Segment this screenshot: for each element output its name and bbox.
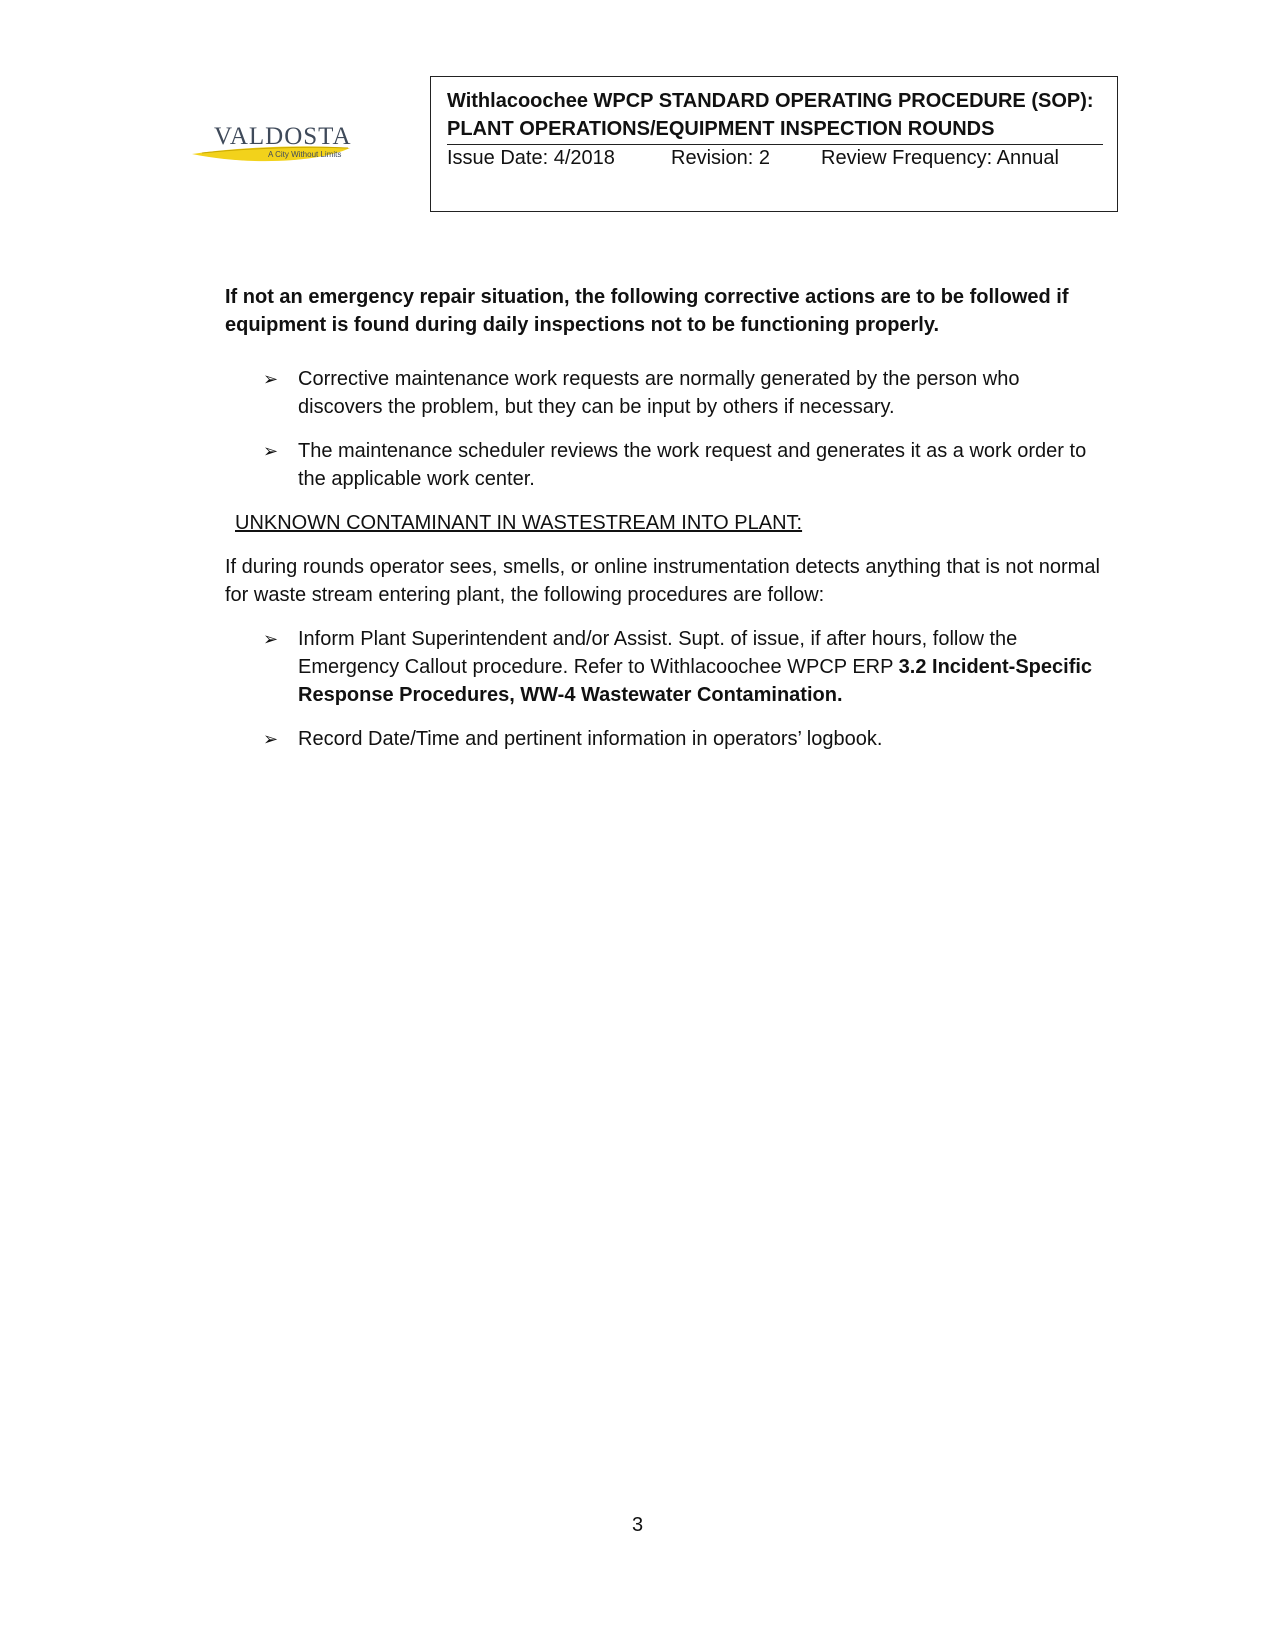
section-paragraph: If during rounds operator sees, smells, or online instrumentation detects anything that is not normal for waste stream entering plant, the following procedures are follow: [225,556,1100,606]
arrowhead-bullet-icon: ➢ [263,441,279,461]
list-item [225,725,1105,753]
logo-wordmark: VALDOSTA [214,123,352,150]
sop-title-line-1: Withlacoochee WPCP STANDARD OPERATING PROCEDURE (SOP): [447,90,1094,112]
page-number: 3 [631,1514,644,1536]
list-item-text: The maintenance scheduler reviews the work request and generates it as a work order to the applicable work center. [298,440,1087,490]
document-body [225,283,1105,769]
contaminant-procedure-list [225,625,1105,753]
section-heading: UNKNOWN CONTAMINANT IN WASTESTREAM INTO PLANT: [235,512,803,534]
intro-paragraph: If not an emergency repair situation, the following corrective actions are to be followed if equipment is found during daily inspections not to be functioning properly. [225,286,1069,336]
corrective-actions-list [225,365,1105,493]
list-item [225,625,1105,709]
list-item-text: Record Date/Time and pertinent information in operators’ logbook. [298,728,883,750]
erp-reference: 3.2 Incident-Specific Response Procedures, WW-4 Wastewater Contamination. [298,656,1093,706]
list-item-text: Inform Plant Superintendent and/or Assist. Supt. of issue, if after hours, follow the Emergency Callout procedure. Refer to Withlacoochee WPCP ERP [298,628,1018,678]
arrowhead-bullet-icon: ➢ [263,729,279,749]
sop-title [447,87,1103,145]
revision: Revision: 2 [671,147,770,169]
logo-tagline: A City Without Limits [268,150,342,159]
arrowhead-bullet-icon: ➢ [263,369,279,389]
valdosta-logo [190,118,370,178]
issue-date: Issue Date: 4/2018 [447,147,615,169]
sop-header-box [430,76,1118,212]
list-item [225,437,1105,493]
sop-meta [447,145,1059,171]
list-item-text: Corrective maintenance work requests are normally generated by the person who discovers the problem, but they can be input by others if necessary. [298,368,1020,418]
review-frequency: Review Frequency: Annual [821,147,1059,169]
sop-title-line-2: PLANT OPERATIONS/EQUIPMENT INSPECTION ROUNDS [447,118,995,140]
list-item [225,365,1105,421]
arrowhead-bullet-icon: ➢ [263,629,279,649]
